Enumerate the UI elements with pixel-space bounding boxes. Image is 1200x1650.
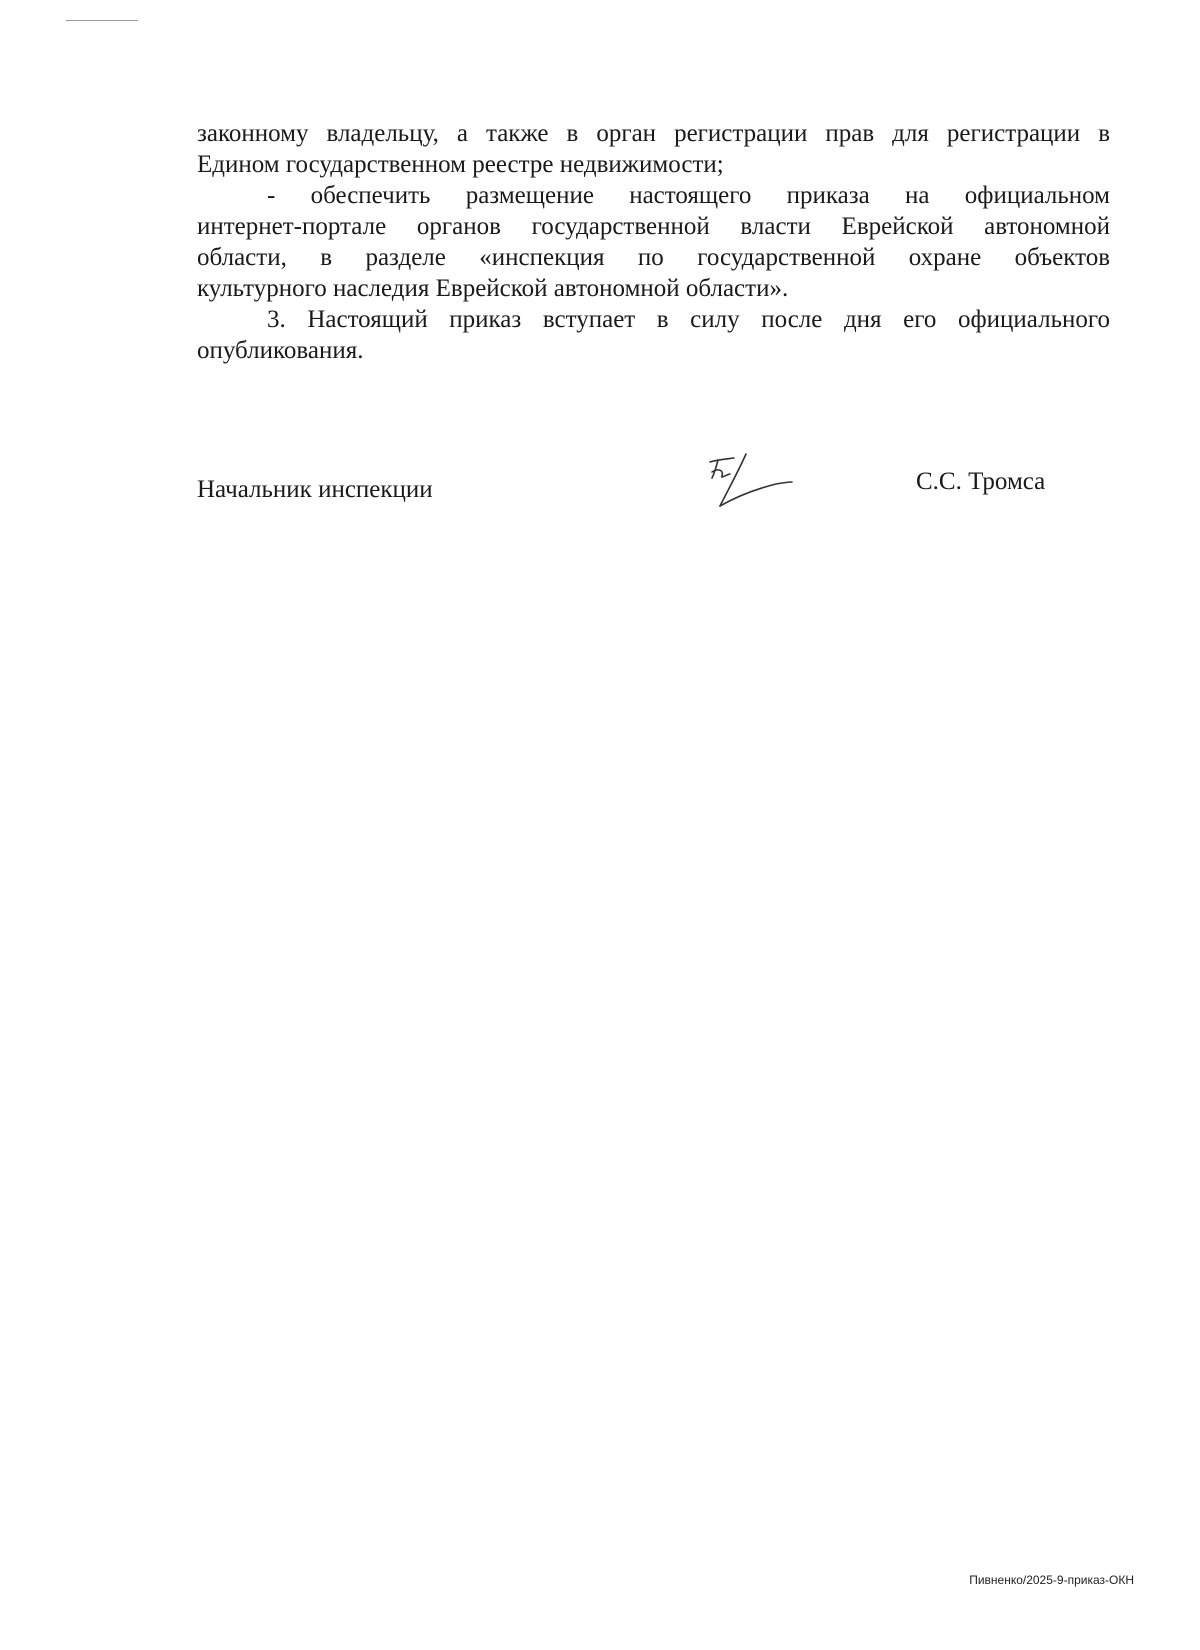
paragraph-line: культурного наследия Еврейской автономной области». (197, 275, 789, 302)
signatory-name: С.С. Тромса (916, 468, 1046, 495)
document-reference-code: Пивненко/2025-9-приказ-ОКН (969, 1573, 1134, 1587)
paragraph-line: интернет-портале органов государственной власти Еврейской автономной (197, 213, 1110, 240)
signatory-title: Начальник инспекции (197, 476, 433, 503)
paragraph-line: Едином государственном реестре недвижимости; (197, 151, 724, 178)
paragraph-line: законному владельцу, а также в орган регистрации прав для регистрации в (197, 120, 1110, 147)
paragraph-line: опубликования. (197, 337, 364, 364)
document-body (197, 118, 1110, 366)
header-rule (66, 20, 138, 21)
paragraph-line: - обеспечить размещение настоящего приказа на официальном (267, 182, 1110, 209)
paragraph-line: 3. Настоящий приказ вступает в силу после дня его официального (267, 306, 1110, 333)
paragraph-line: области, в разделе «инспекция по государственной охране объектов (197, 244, 1110, 271)
handwritten-signature-icon (706, 452, 796, 524)
